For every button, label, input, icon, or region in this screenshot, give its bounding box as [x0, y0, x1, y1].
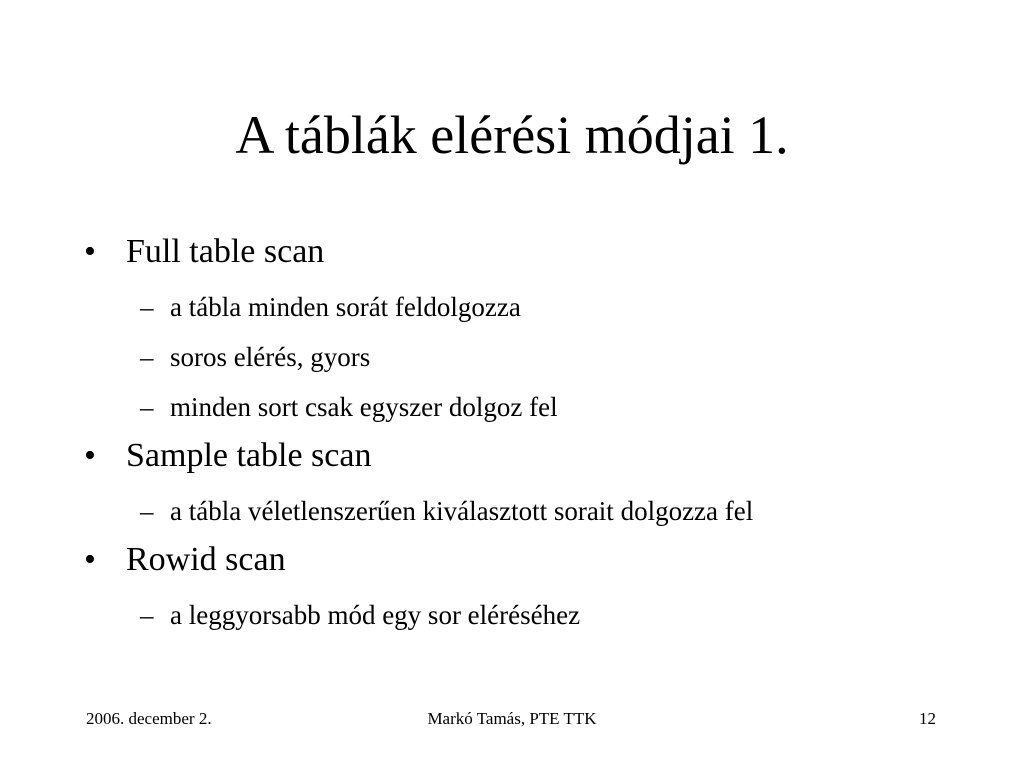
dash-marker: –	[140, 600, 154, 630]
slide-body	[84, 230, 984, 632]
dash-marker: –	[140, 496, 154, 526]
bullet-full-table-scan	[84, 230, 984, 274]
dash-marker: –	[140, 392, 154, 422]
footer-author: Markó Tamás, PTE TTK	[427, 709, 597, 728]
bullet-rowid-scan	[84, 538, 984, 582]
subitem	[84, 494, 984, 528]
subitem-text: soros elérés, gyors	[170, 342, 371, 372]
subitem-text: a tábla minden sorát feldolgozza	[170, 292, 521, 322]
subitem	[84, 390, 984, 424]
bullet-text: Full table scan	[126, 233, 325, 270]
bullet-text: Rowid scan	[126, 541, 286, 578]
bullet-text: Sample table scan	[126, 437, 372, 474]
slide-title: A táblák elérési módjai 1.	[235, 105, 789, 165]
subitem	[84, 340, 984, 374]
subitem	[84, 598, 984, 632]
bullet-marker: •	[84, 541, 96, 578]
footer-date: 2006. december 2.	[86, 709, 212, 728]
bullet-sample-table-scan	[84, 434, 984, 478]
subitem	[84, 290, 984, 324]
subitem-text: minden sort csak egyszer dolgoz fel	[170, 392, 558, 422]
dash-marker: –	[140, 342, 154, 372]
dash-marker: –	[140, 292, 154, 322]
footer-page-number: 12	[919, 709, 936, 728]
subitem-text: a leggyorsabb mód egy sor eléréséhez	[170, 600, 581, 630]
bullet-marker: •	[84, 233, 96, 270]
bullet-marker: •	[84, 437, 96, 474]
subitem-text: a tábla véletlenszerűen kiválasztott sorait dolgozza fel	[170, 496, 754, 526]
